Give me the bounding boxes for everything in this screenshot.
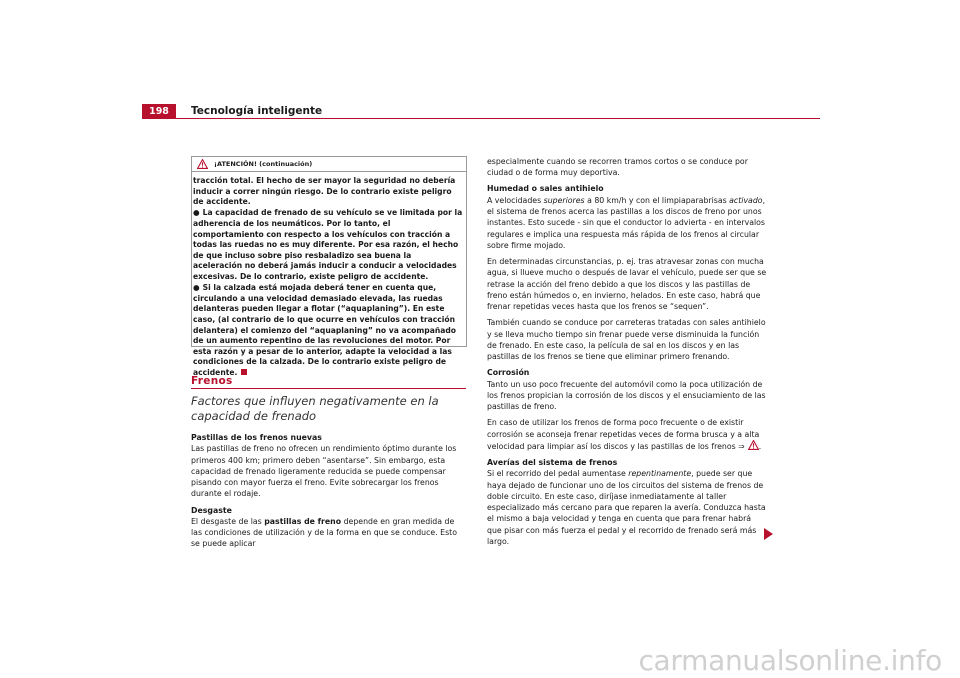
warning-bullet: ● Si la calzada está mojada deberá tener en cuenta que, circulando a una velocidad demasiado elevada, las ruedas delanteras pueden llegar a flotar (“aquaplaning”). En este caso, (al contrario de lo que ocurre en vehículos con tracción delantera) el comienzo del “aquaplaning” no va acompañado de un aumento repentino de las revoluciones del motor. Por esta razón y a pesar de lo anterior, adapte la velocidad a las condiciones de la calzada. De lo contrario existe peligro de accidente. (193, 283, 456, 377)
averias-heading: Averías del sistema de frenos (487, 457, 618, 467)
section-subtitle: Factores que influyen negativamente en la capacidad de frenado (191, 394, 439, 423)
pastillas-text: Las pastillas de freno no ofrecen un rendimiento óptimo durante los primeros 400 km; primero deben “asentarse”. Sin embargo, esta capacidad de frenado ligeramente reducida se puede compensar pisando con mayor fuerza el freno. Evite sobrecargar los frenos durante el rodaje. (191, 444, 457, 499)
page-number: 198 (142, 104, 176, 119)
corrosion-text: Tanto un uso poco frecuente del automóvil como la poca utilización de los frenos propician la corrosión de los discos y el ensuciamiento de las pastillas de freno. (487, 379, 766, 412)
section-title: Frenos (191, 375, 233, 387)
warning-body (192, 172, 466, 378)
humedad-text: A velocidades superiores a 80 km/h y con el limpiaparabrisas activado, el sistema de frenos acerca las pastillas a los discos de freno por unos instantes. Esto sucede - sin que el conductor lo advierta - en intervalos regulares e implica una respuesta más rápida de los frenos al circular sobre firme mojado. (487, 195, 766, 250)
warning-triangle-icon (748, 440, 759, 450)
corrosion-text-2: En caso de utilizar los frenos de forma poco frecuente o de existir corrosión se aconseja frenar repetidas veces de forma brusca y a alta velocidad para limpiar así los discos y las pastillas de los frenos ⇒ . (487, 418, 762, 451)
watermark: carmanualsonline.info (638, 644, 942, 677)
sales-text: También cuando se conduce por carreteras tratadas con sales antihielo y se lleva mucho tiempo sin frenar puede verse disminuida la función de frenado. En este caso, la película de sal en los discos y en las pastillas de los frenos se tiene que eliminar primero frenando. (487, 318, 766, 362)
left-column (191, 432, 467, 555)
corrosion-heading: Corrosión (487, 368, 530, 378)
averias-text: Si el recorrido del pedal aumentase repentinamente, puede ser que haya dejado de funcionar uno de los circuitos del sistema de frenos de doble circuito. En este caso, diríjase inmediatamente al taller especializado más cercano para que reparen la avería. Conduzca hasta el mismo a baja velocidad y tenga en cuenta que para frenar habrá que pisar con más fuerza el pedal y el recorrido de frenado será más largo. (487, 469, 766, 546)
warning-bullet: ● La capacidad de frenado de su vehículo se ve limitada por la adherencia de los neumáticos. Por lo tanto, el comportamiento con respecto a los vehículos con tracción a todas las ruedas no es muy diferente. Por esa razón, el hecho de que incluso sobre piso resbaladizo sea buena la aceleración no deberá jamás inducir a conducir a velocidades excesivas. De lo contrario, existe peligro de accidente. (193, 208, 463, 281)
desgaste-text: El desgaste de las pastillas de freno depende en gran medida de las condiciones de utilización y de la forma en que se conduce. Esto se puede aplicar (191, 516, 457, 549)
end-mark-icon (241, 369, 247, 375)
header-rule (176, 118, 820, 119)
warning-title: ¡ATENCIÓN! (continuación) (214, 160, 313, 168)
warning-intro: tracción total. El hecho de ser mayor la seguridad no debería inducir a correr ningún riesgo. De lo contrario existe peligro de accidente. (193, 176, 456, 207)
circunstancias-text: En determinadas circunstancias, p. ej. tras atravesar zonas con mucha agua, si llueve mucho o después de lavar el vehículo, puede ser que se retrase la acción del freno debido a que los discos y las pastillas de freno están húmedos o, en invierno, helados. En este caso, habrá que frenar repetidas veces hasta que los frenos se “sequen”. (487, 256, 767, 312)
desgaste-heading: Desgaste (191, 505, 232, 515)
header-title: Tecnología inteligente (191, 105, 323, 117)
section-rule (191, 388, 466, 389)
warning-header (192, 157, 466, 172)
next-page-arrow-icon[interactable] (764, 528, 773, 540)
warning-box (191, 156, 467, 377)
right-column (487, 156, 767, 552)
continued-text: especialmente cuando se recorren tramos cortos o se conduce por ciudad o de forma muy deportiva. (487, 157, 748, 178)
humedad-heading: Humedad o sales antihielo (487, 184, 604, 194)
pastillas-heading: Pastillas de los frenos nuevas (191, 433, 322, 442)
warning-triangle-icon (197, 159, 208, 169)
